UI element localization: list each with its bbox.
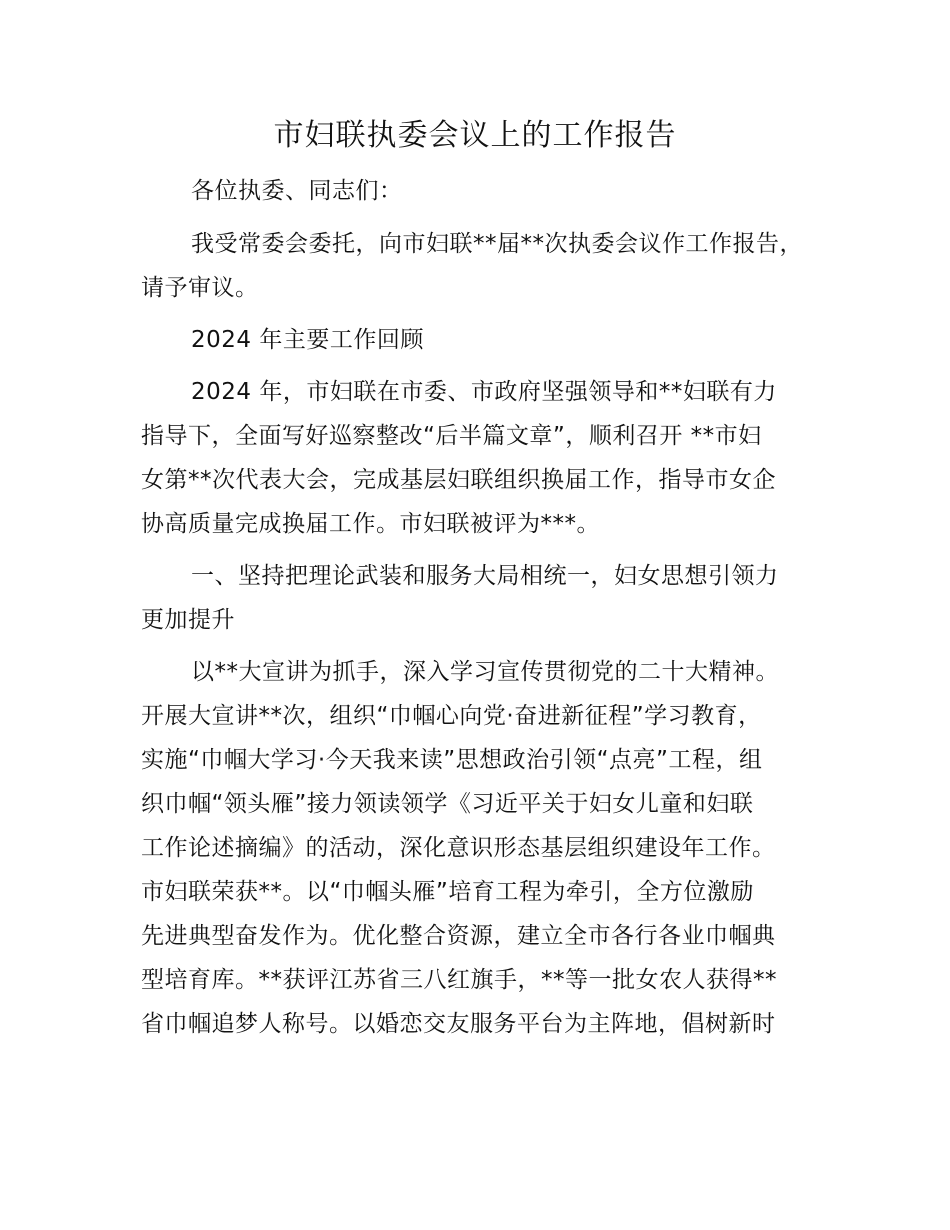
subsection-heading: 更加提升 (141, 607, 235, 633)
paragraph-line: 以**大宣讲为抓手，深入学习宣传贯彻党的二十大精神。 (191, 659, 779, 685)
paragraph-line: 指导下，全面写好巡察整改“后半篇文章”，顺利召开 **市妇 (141, 423, 762, 449)
section-heading: 2024 年主要工作回顾 (191, 327, 424, 353)
paragraph-line: 协高质量完成换届工作。市妇联被评为***。 (141, 511, 600, 537)
paragraph-line: 开展大宣讲**次，组织“巾帼心向党·奋进新征程”学习教育， (141, 703, 762, 729)
paragraph-line: 织巾帼“领头雁”接力领读领学《习近平关于妇女儿童和妇联 (141, 791, 754, 817)
paragraph-line: 女第**次代表大会，完成基层妇联组织换届工作，指导市女企 (141, 467, 776, 493)
paragraph-line: 型培育库。**获评江苏省三八红旗手，**等一批女农人获得** (141, 967, 777, 993)
paragraph-line: 市妇联荣获**。以“巾帼头雁”培育工程为牵引，全方位激励 (141, 879, 754, 905)
paragraph-line: 实施“巾帼大学习·今天我来读”思想政治引领“点亮”工程，组 (141, 747, 763, 773)
paragraph-line: 请予审议。 (141, 275, 259, 301)
paragraph-line: 我受常委会委托，向市妇联**届**次执委会议作工作报告， (191, 231, 803, 257)
paragraph-line: 先进典型奋发作为。优化整合资源，建立全市各行各业巾帼典 (141, 923, 776, 949)
paragraph-line: 省巾帼追梦人称号。以婚恋交友服务平台为主阵地，倡树新时 (141, 1011, 776, 1037)
salutation: 各位执委、同志们： (191, 178, 403, 204)
document-title: 市妇联执委会议上的工作报告 (273, 118, 677, 153)
paragraph-line: 2024 年，市妇联在市委、市政府坚强领导和**妇联有力 (191, 379, 777, 405)
paragraph-line: 工作论述摘编》的活动，深化意识形态基层组织建设年工作。 (141, 835, 776, 861)
subsection-heading: 一、坚持把理论武装和服务大局相统一，妇女思想引领力 (191, 563, 779, 589)
